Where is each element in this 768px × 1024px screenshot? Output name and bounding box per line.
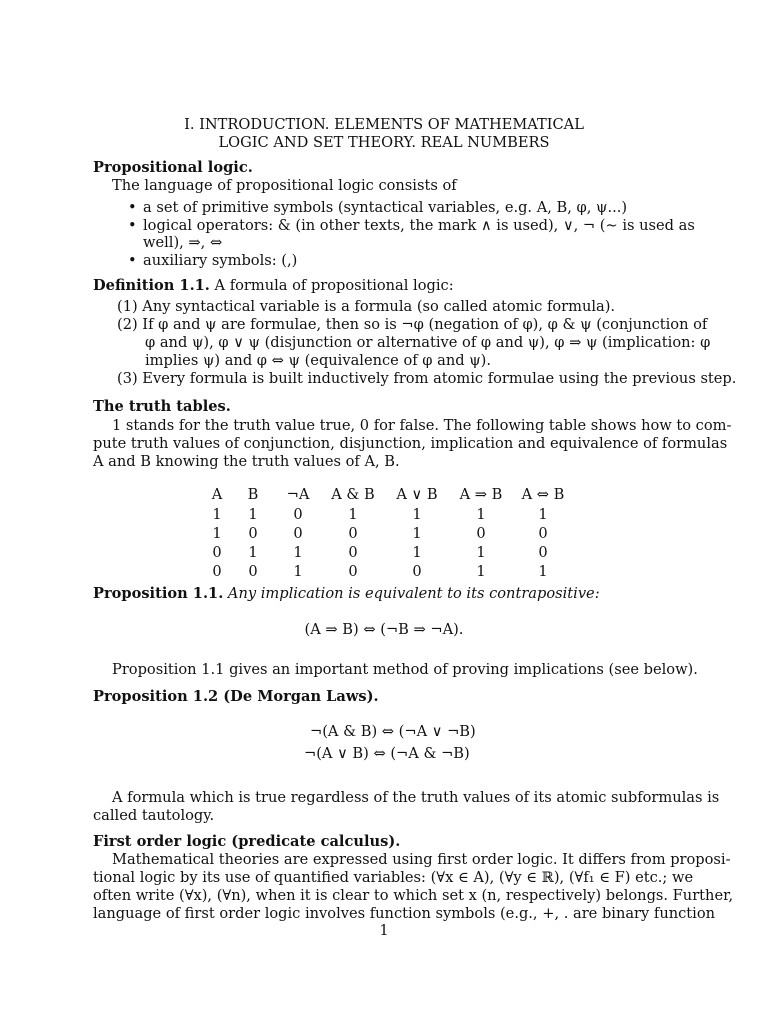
- table-cell: 0: [248, 563, 258, 580]
- truth-table: [203, 483, 573, 581]
- table-cell: 1: [348, 506, 358, 523]
- table-cell: 1: [293, 544, 303, 561]
- first-order-paragraph-line: tional logic by its use of quantified variables: (∀x ∈ A), (∀y ∈ ℝ), (∀f₁ ∈ F) etc.; we: [93, 869, 694, 886]
- truth-paragraph-line: pute truth values of conjunction, disjunction, implication and equivalence of formulas: [93, 435, 728, 452]
- proposition-statement: Any implication is equivalent to its contrapositive:: [223, 585, 600, 602]
- table-header-cell: A & B: [331, 485, 375, 503]
- table-header-cell: A: [211, 485, 223, 503]
- bullet-item: • logical operators: & (in other texts, the mark ∧ is used), ∨, ¬ (∼ is used as: [143, 217, 695, 235]
- table-row: [203, 562, 573, 581]
- tautology-paragraph-line: called tautology.: [93, 807, 215, 824]
- first-order-paragraph-line: often write (∀x), (∀n), when it is clear to which set x (n, respectively) belongs. Further,: [93, 887, 734, 904]
- table-cell: 1: [538, 506, 548, 523]
- table-cell: 1: [476, 506, 486, 523]
- table-cell: 1: [293, 563, 303, 580]
- table-cell: 0: [538, 544, 548, 561]
- section-heading-propositional: Propositional logic.: [93, 159, 253, 176]
- proposition-1-2-heading: Proposition 1.2 (De Morgan Laws).: [93, 688, 379, 705]
- table-row: [203, 524, 573, 543]
- table-cell: 0: [538, 525, 548, 542]
- table-cell: 0: [293, 525, 303, 542]
- proposition-label: Proposition 1.1.: [93, 585, 224, 602]
- table-cell: 1: [212, 525, 222, 542]
- proposition-1-1: [93, 585, 600, 603]
- truth-table-header-row: [203, 483, 573, 505]
- definition-item: (3) Every formula is built inductively from atomic formulae using the previous step.: [117, 370, 737, 387]
- definition-item: (1) Any syntactical variable is a formula (so called atomic formula).: [117, 298, 616, 315]
- propositional-intro: The language of propositional logic consists of: [112, 177, 457, 194]
- definition-label: Definition 1.1.: [93, 277, 210, 294]
- table-header-cell: A ∨ B: [396, 485, 438, 503]
- section-heading-first-order: First order logic (predicate calculus).: [93, 833, 401, 850]
- proposition-remark: Proposition 1.1 gives an important method of proving implications (see below).: [112, 661, 698, 678]
- table-cell: 0: [348, 525, 358, 542]
- table-cell: 1: [476, 563, 486, 580]
- title-line-2: LOGIC AND SET THEORY. REAL NUMBERS: [218, 134, 550, 151]
- page-number: 1: [379, 922, 389, 939]
- table-cell: 0: [476, 525, 486, 542]
- de-morgan-formula-1: ¬(A & B) ⇔ (¬A ∨ ¬B): [310, 723, 476, 740]
- table-row: [203, 543, 573, 562]
- table-cell: 1: [476, 544, 486, 561]
- table-cell: 1: [412, 506, 422, 523]
- table-row: [203, 505, 573, 524]
- truth-paragraph-line: A and B knowing the truth values of A, B.: [93, 453, 400, 470]
- tautology-paragraph-line: A formula which is true regardless of the truth values of its atomic subformulas is: [112, 789, 720, 806]
- definition-text: A formula of propositional logic:: [209, 277, 454, 294]
- table-header-cell: A ⇒ B: [459, 485, 503, 503]
- table-cell: 1: [412, 525, 422, 542]
- de-morgan-formula-2: ¬(A ∨ B) ⇔ (¬A & ¬B): [304, 745, 470, 762]
- section-heading-truth-tables: The truth tables.: [93, 398, 231, 415]
- definition-item-continuation: φ and ψ), φ ∨ ψ (disjunction or alternative of φ and ψ), φ ⇒ ψ (implication: φ: [145, 334, 711, 351]
- first-order-paragraph-line: Mathematical theories are expressed using first order logic. It differs from proposi-: [112, 851, 731, 868]
- definition-1-1: [93, 277, 454, 295]
- table-cell: 0: [212, 544, 222, 561]
- table-header-cell: B: [247, 485, 259, 503]
- first-order-paragraph-line: language of first order logic involves function symbols (e.g., +, . are binary function: [93, 905, 716, 922]
- table-cell: 1: [212, 506, 222, 523]
- bullet-item: • a set of primitive symbols (syntactical variables, e.g. A, B, φ, ψ...): [143, 199, 627, 217]
- definition-item-continuation: implies ψ) and φ ⇔ ψ (equivalence of φ and ψ).: [145, 352, 491, 369]
- table-cell: 1: [248, 544, 258, 561]
- table-header-cell: ¬A: [286, 485, 310, 503]
- truth-paragraph-line: 1 stands for the truth value true, 0 for false. The following table shows how to com-: [112, 417, 732, 434]
- table-cell: 1: [248, 506, 258, 523]
- table-cell: 0: [348, 563, 358, 580]
- table-cell: 0: [248, 525, 258, 542]
- table-cell: 1: [412, 544, 422, 561]
- table-cell: 0: [212, 563, 222, 580]
- definition-item: (2) If φ and ψ are formulae, then so is ¬φ (negation of φ), φ & ψ (conjunction of: [117, 316, 708, 333]
- table-header-cell: A ⇔ B: [521, 485, 565, 503]
- bullet-item-continuation: well), ⇒, ⇔: [143, 234, 223, 251]
- contrapositive-formula: (A ⇒ B) ⇔ (¬B ⇒ ¬A).: [304, 621, 464, 638]
- table-cell: 0: [348, 544, 358, 561]
- table-cell: 0: [412, 563, 422, 580]
- bullet-item: • auxiliary symbols: (,): [143, 252, 297, 270]
- title-line-1: I. INTRODUCTION. ELEMENTS OF MATHEMATICAL: [184, 116, 584, 133]
- table-cell: 1: [538, 563, 548, 580]
- table-cell: 0: [293, 506, 303, 523]
